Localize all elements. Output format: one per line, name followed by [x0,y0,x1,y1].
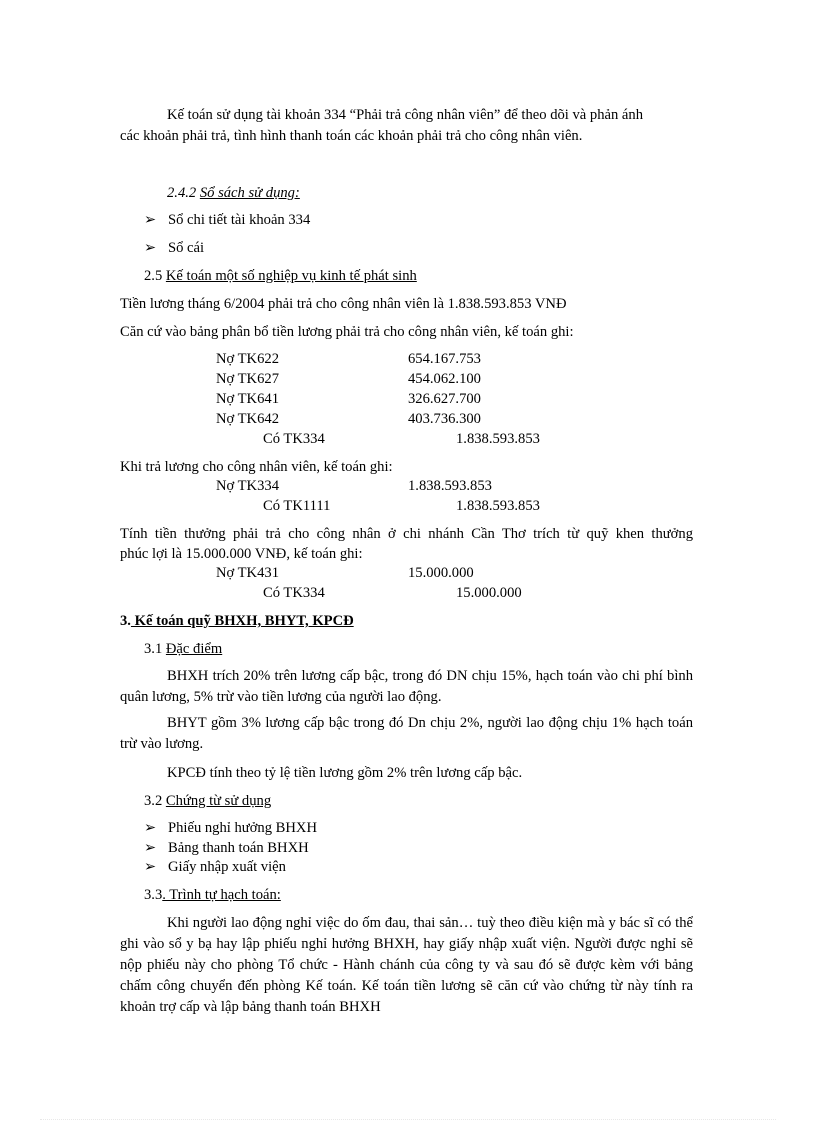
debit-account: Nợ TK431 [216,565,279,581]
list-item: ➢ Sổ chi tiết tài khoản 334 [144,212,311,228]
debit-amount: 15.000.000 [408,565,474,581]
credit-account: Có TK334 [263,431,325,447]
section-3-heading: 3. Kế toán quỹ BHXH, BHYT, KPCĐ [120,613,354,629]
kpcd-paragraph: KPCĐ tính theo tỷ lệ tiền lương gồm 2% trên lương cấp bậc. [167,765,523,781]
pay-paragraph: Khi trả lương cho công nhân viên, kế toán ghi: [120,459,393,475]
page-bottom-divider [40,1119,776,1120]
bhyt-paragraph: BHYT gồm 3% lương cấp bậc trong đó Dn chịu 2%, người lao động chịu 1% hạch toán trừ vào lương. [120,715,693,752]
list-item: ➢ Bảng thanh toán BHXH [144,840,309,856]
section-3-1-heading: 3.1 Đặc điểm [144,641,223,657]
debit-account: Nợ TK641 [216,391,279,407]
arrow-bullet-icon: ➢ [144,840,157,856]
arrow-bullet-icon: ➢ [144,212,157,228]
debit-account: Nợ TK642 [216,411,279,427]
salary-paragraph: Tiền lương tháng 6/2004 phải trả cho công nhân viên là 1.838.593.853 VNĐ [120,296,567,312]
bonus-line-1: Tính tiền thưởng phải trả cho công nhân ở chi nhánh Cần Thơ trích từ quỹ khen thưởng [120,526,693,542]
credit-amount: 1.838.593.853 [456,498,540,514]
list-item: ➢ Phiếu nghỉ hưởng BHXH [144,820,318,836]
list-item: ➢ Giấy nhập xuất viện [144,859,286,875]
list-item: ➢ Sổ cái [144,240,205,256]
debit-account: Nợ TK627 [216,371,279,387]
section-title: Sổ sách sử dụng: [199,185,300,201]
debit-amount: 1.838.593.853 [408,478,492,494]
intro-line-1: Kế toán sử dụng tài khoản 334 “Phải trả công nhân viên” để theo dõi và phản ánh [167,107,643,123]
section-2-5-heading: 2.5 Kế toán một số nghiệp vụ kinh tế phát sinh [144,268,417,284]
bonus-line-2: phúc lợi là 15.000.000 VNĐ, kế toán ghi: [120,546,363,562]
section-3-3-heading: 3.3. Trình tự hạch toán: [144,887,281,903]
arrow-bullet-icon: ➢ [144,820,157,836]
debit-account: Nợ TK334 [216,478,279,494]
credit-amount: 15.000.000 [456,585,522,601]
debit-amount: 326.627.700 [408,391,481,407]
credit-account: Có TK334 [263,585,325,601]
arrow-bullet-icon: ➢ [144,240,157,256]
basis-paragraph: Căn cứ vào bảng phân bổ tiền lương phải trả cho công nhân viên, kế toán ghi: [120,324,574,340]
credit-amount: 1.838.593.853 [456,431,540,447]
arrow-bullet-icon: ➢ [144,859,157,875]
debit-account: Nợ TK622 [216,351,279,367]
credit-account: Có TK1111 [263,498,331,514]
section-3-2-heading: 3.2 Chứng từ sử dụng [144,793,272,809]
intro-line-2: các khoản phải trả, tình hình thanh toán các khoản phải trả cho công nhân viên. [120,128,583,144]
debit-amount: 454.062.100 [408,371,481,387]
section-2-4-2-heading [167,184,300,202]
debit-amount: 403.736.300 [408,411,481,427]
debit-amount: 654.167.753 [408,351,481,367]
section-number: 2.4.2 [167,185,200,201]
procedure-paragraph: Khi người lao động nghỉ việc do ốm đau, thai sản… tuỳ theo điều kiện mà y bác sĩ có thể ghi vào sổ y bạ hay lập phiếu nghỉ hưởng BHXH, hay giấy nhập xuất viện. Người được nghỉ sẽ nộp phiếu này cho phòng Tổ chức - Hành chánh của công ty và sau đó sẽ được kèm với bảng chấm công chuyển đến phòng Kế toán. Kế toán tiền lương sẽ căn cứ vào chứng từ này tính ra khoản trợ cấp và lập bảng thanh toán BHXH [120,915,693,1015]
bhxh-paragraph: BHXH trích 20% trên lương cấp bậc, trong đó DN chịu 15%, hạch toán vào chi phí bình quân lương, 5% trừ vào tiền lương của người lao động. [120,668,693,705]
